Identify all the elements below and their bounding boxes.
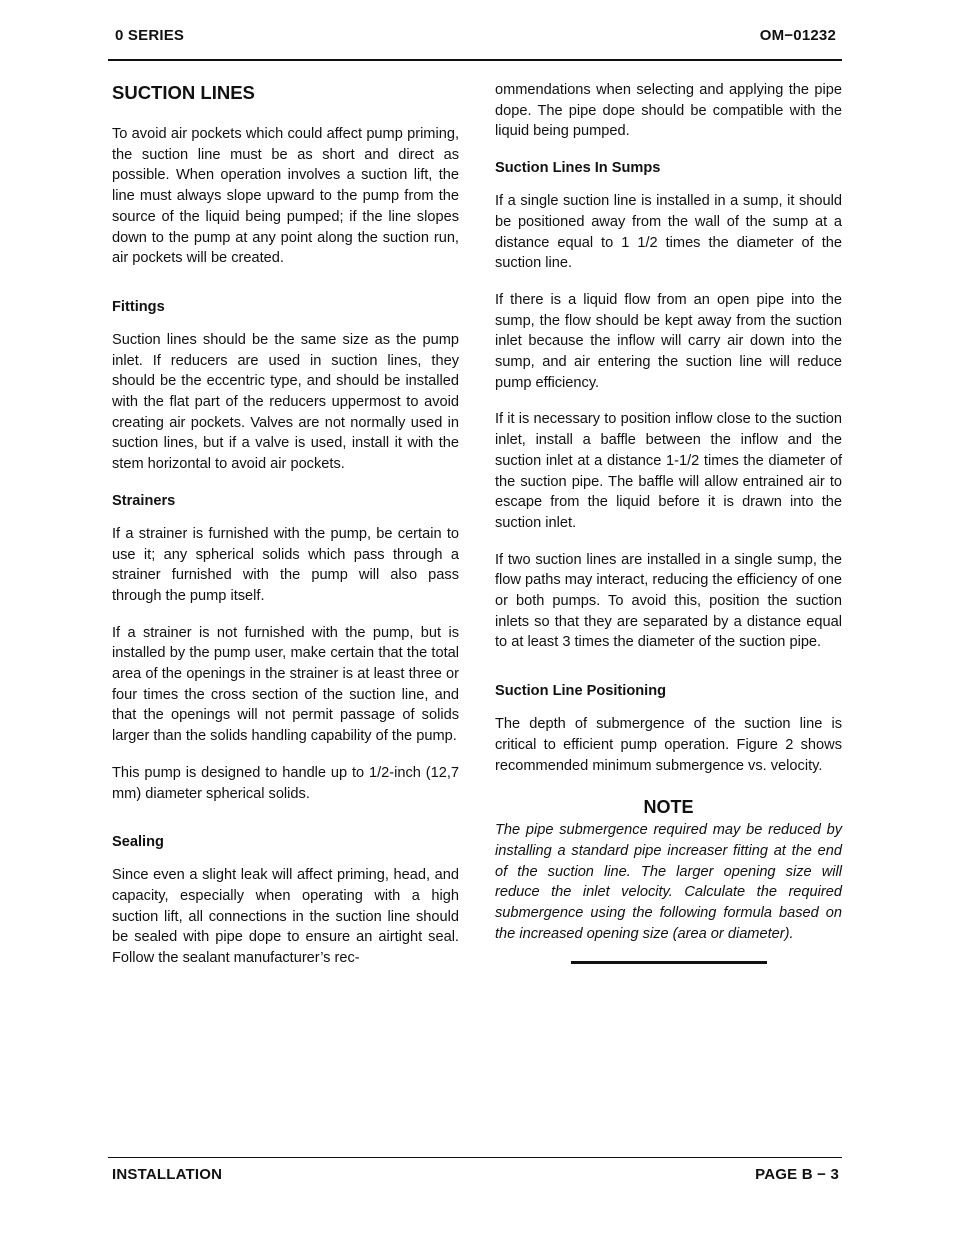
header-series: 0 SERIES <box>115 27 185 44</box>
fittings-paragraph: Suction lines should be the same size as the pump inlet. If reducers are used in suction lines, they should be the eccentric type, and should be installed with the flat part of the reducers uppermost to avoid creating air pockets. Valves are not normally used in suction lines, but if a valve is used, install it with the stem horizontal to avoid air pockets. <box>112 331 459 473</box>
left-column <box>112 80 459 985</box>
fittings-heading: Fittings <box>112 298 165 315</box>
sumps-paragraph-1: If a single suction line is installed in a sump, it should be positioned away from the wall of the sump at a distance equal to 1 1/2 times the diameter of the suction line. <box>495 193 842 272</box>
strainers-paragraph-3: This pump is designed to handle up to 1/2-inch (12,7 mm) diameter spherical solids. <box>112 764 459 802</box>
sumps-paragraph-2: If there is a liquid flow from an open pipe into the sump, the flow should be kept away from the suction inlet because the inflow will carry air down into the sump, and air entering the suction line will reduce pump efficiency. <box>495 291 842 391</box>
right-column <box>495 80 842 964</box>
section-title: SUCTION LINES <box>112 82 255 103</box>
footer-rule <box>108 1157 842 1158</box>
positioning-heading: Suction Line Positioning <box>495 683 667 700</box>
note-text: The pipe submergence required may be reduced by installing a standard pipe increaser fitting at the end of the suction line. The larger opening size will reduce the inlet velocity. Calculate the required submergence using the following formula based on the increased opening size (area or diameter). <box>495 822 842 942</box>
header-doc-number: OM−01232 <box>759 27 836 44</box>
sumps-paragraph-3: If it is necessary to position inflow close to the suction inlet, install a baffle between the inflow and the suction inlet at a distance 1-1/2 times the diameter of the suction pipe. The baffle will allow entrained air to escape from the liquid before it is drawn into the suction inlet. <box>495 411 842 531</box>
footer-section: INSTALLATION <box>112 1166 223 1183</box>
strainers-heading: Strainers <box>112 492 176 509</box>
sealing-paragraph: Since even a slight leak will affect priming, head, and capacity, especially when operating with a high suction lift, all connections in the suction line should be sealed with pipe dope to ensure an airtight seal. Follow the sealant manufacturer’s rec- <box>112 867 459 967</box>
sumps-paragraph-4: If two suction lines are installed in a single sump, the flow paths may interact, reducing the efficiency of one or both pumps. To avoid this, position the suction inlets so that they are separated by a distance equal to at least 3 times the diameter of the suction pipe. <box>495 551 842 651</box>
strainers-paragraph-1: If a strainer is furnished with the pump, be certain to use it; any spherical solids which pass through a strainer furnished with the pump will also pass through the pump itself. <box>112 525 459 604</box>
sealing-heading: Sealing <box>112 834 164 851</box>
strainers-paragraph-2: If a strainer is not furnished with the pump, but is installed by the pump user, make certain that the total area of the openings in the strainer is at least three or four times the cross section of the suction line, and that the openings will not permit passage of solids larger than the solids handling capability of the pump. <box>112 624 459 745</box>
positioning-paragraph: The depth of submergence of the suction line is critical to efficient pump operation. Figure 2 shows recommended minimum submergence vs. velocity. <box>495 716 842 774</box>
header-rule <box>108 59 842 61</box>
note-title: NOTE <box>643 797 694 818</box>
footer-page-number: PAGE B − 3 <box>755 1166 839 1183</box>
continuation-paragraph: ommendations when selecting and applying the pipe dope. The pipe dope should be compatible with the liquid being pumped. <box>495 82 842 140</box>
note-end-rule <box>571 961 767 964</box>
sumps-heading: Suction Lines In Sumps <box>495 160 661 177</box>
intro-paragraph: To avoid air pockets which could affect pump priming, the suction line must be as short and direct as possible. When operation involves a suction lift, the line must always slope upward to the pump from the source of the liquid being pumped; if the line slopes down to the pump at any point along the suction run, air pockets will be created. <box>112 126 459 267</box>
